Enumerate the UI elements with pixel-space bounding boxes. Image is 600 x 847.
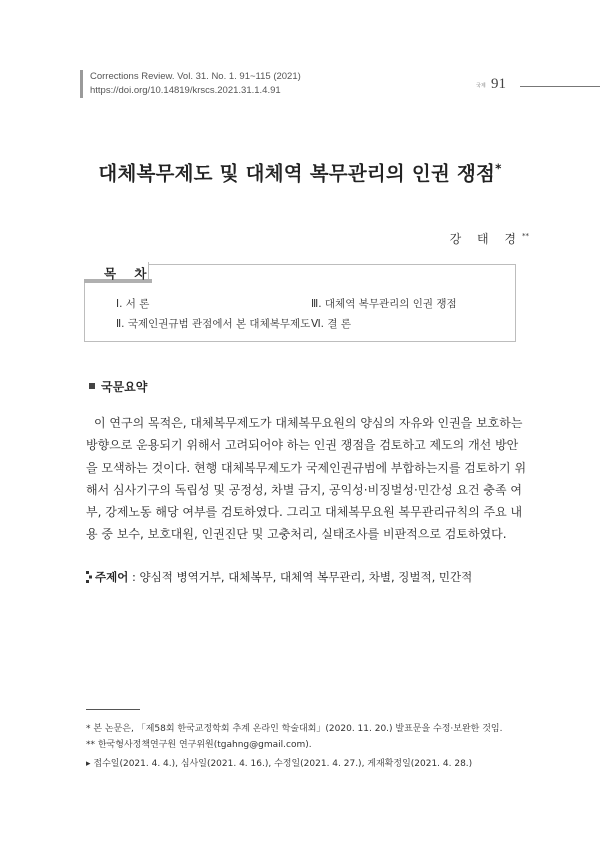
keyword-marker-icon [86, 571, 93, 583]
author-name: 강 태 경 [449, 232, 522, 246]
footnote-2: ** 한국형사정책연구원 연구위원(tgahng@gmail.com). [86, 740, 312, 750]
title-footnote-mark: * [495, 161, 502, 176]
keywords-separator: : [128, 570, 140, 584]
abstract-line: 부, 강제노동 해당 여부를 검토하였다. 그리고 대체복무요원 복무관리규칙의 주요 내 [86, 505, 523, 520]
doi-link[interactable]: https://doi.org/10.14819/krscs.2021.31.1.4.91 [90, 85, 281, 96]
author-footnote-mark: ** [522, 232, 529, 240]
header-mark: 국제 [476, 83, 486, 89]
abstract-line: 을 모색하는 것이다. 현행 대체복무제도가 국제인권규범에 부합하는지를 검토하기 위 [86, 460, 527, 475]
paper-title [0, 158, 600, 186]
abstract-body [86, 412, 527, 546]
keywords-text: 양심적 병역거부, 대체복무, 대체역 복무관리, 차별, 징벌적, 민간적 [139, 570, 473, 584]
footnote-rule [86, 709, 140, 710]
footnote-1: * 본 논문은, 「제58회 한국교정학회 추계 온라인 학술대회」(2020. 11. 20.) 발표문을 수정·보완한 것임. [86, 724, 503, 734]
abstract-heading-text: 국문요약 [101, 380, 148, 394]
page-number: 91 [491, 76, 506, 92]
abstract-line: 방향으로 운용되기 위해서 고려되어야 하는 인권 쟁점을 검토하고 제도의 개선 방안 [86, 438, 519, 453]
square-bullet-icon [89, 383, 95, 389]
journal-citation: Corrections Review. Vol. 31. No. 1. 91~115 (2021) [90, 71, 301, 82]
toc-item-4: Ⅵ. 결 론 [311, 318, 351, 330]
footnote-dates: ▸ 접수일(2021. 4. 4.), 심사일(2021. 4. 16.), 수정일(2021. 4. 27.), 게재확정일(2021. 4. 28.) [86, 759, 473, 769]
toc-item-2: Ⅱ. 국제인권규범 관점에서 본 대체복무제도 [116, 318, 311, 330]
running-header [80, 70, 301, 98]
toc-item-3: Ⅲ. 대체역 복무관리의 인권 쟁점 [311, 298, 457, 310]
keywords-label: 주제어 [95, 570, 129, 584]
abstract-heading [89, 378, 147, 395]
author [450, 230, 529, 247]
toc-heading: 목 차 [104, 266, 154, 281]
abstract-line: 이 연구의 목적은, 대체복무제도가 대체복무요원의 양심의 자유와 인권을 보호하는 [94, 416, 523, 430]
header-rule [520, 86, 600, 87]
toc-item-1: Ⅰ. 서 론 [116, 298, 150, 310]
abstract-line: 용 중 보수, 보호대원, 인권진단 및 고충처리, 실태조사를 비판적으로 검토하였다. [86, 527, 507, 542]
keywords [86, 569, 472, 585]
paper-title-text: 대체복무제도 및 대체역 복무관리의 인권 쟁점 [98, 162, 496, 185]
abstract-line: 해서 심사기구의 독립성 및 공정성, 차별 금지, 공익성·비징벌성·민간성 요건 충족 여 [86, 482, 522, 497]
